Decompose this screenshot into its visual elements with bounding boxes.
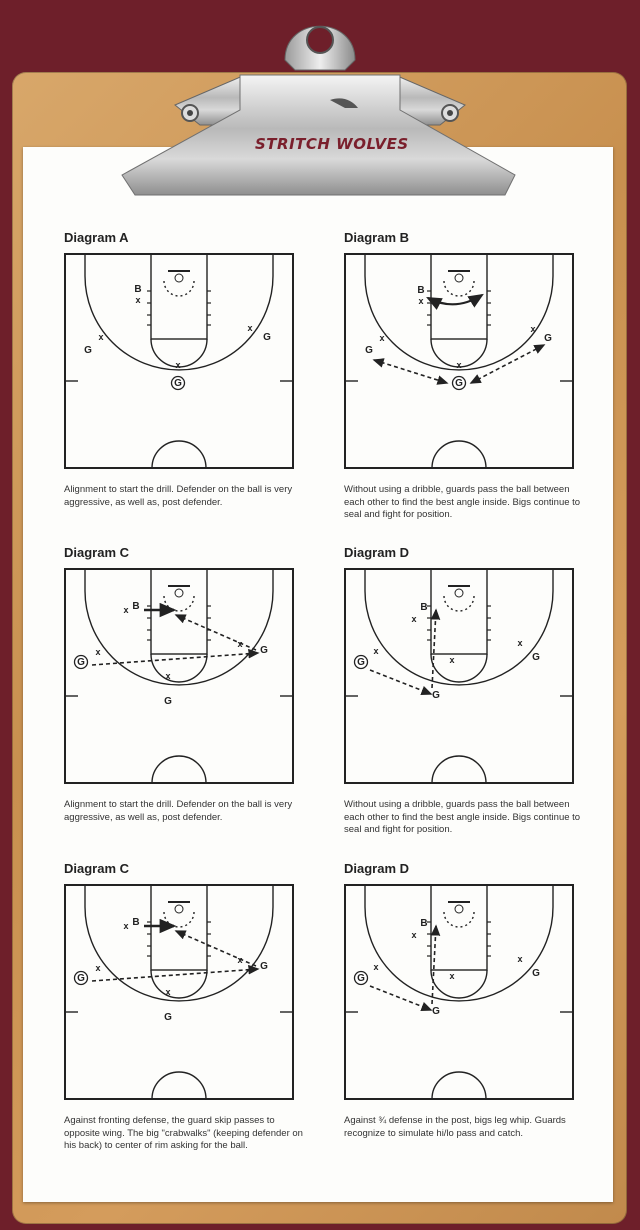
pass-arrow (176, 615, 256, 650)
defender-marker: x (165, 671, 171, 681)
diagram-title: Diagram B (344, 230, 410, 245)
restricted-arc (164, 281, 194, 296)
pass-arrow (432, 926, 436, 1004)
defender-marker: x (95, 963, 101, 973)
guard-marker: G (455, 378, 463, 389)
defender-marker: x (373, 646, 379, 656)
diagram-title: Diagram D (344, 545, 410, 560)
paint-lane (431, 569, 487, 654)
rim (175, 274, 183, 282)
defender-marker: x (456, 360, 462, 370)
guard-marker: G (357, 973, 365, 984)
guard-marker: G (532, 968, 540, 979)
guard-marker: G (174, 378, 182, 389)
defender-marker: x (517, 954, 523, 964)
guard-marker: G (164, 696, 172, 707)
center-circle (152, 441, 206, 468)
defender-marker: x (165, 987, 171, 997)
defender-marker: x (411, 614, 417, 624)
restricted-arc (164, 596, 194, 611)
restricted-arc (444, 281, 474, 296)
defender-marker: x (373, 962, 379, 972)
big-marker: B (132, 601, 140, 612)
guard-marker: G (84, 345, 92, 356)
brand-logo: STRITCH WOLVES (255, 135, 409, 153)
defender-marker: x (237, 639, 243, 649)
three-point-arc (365, 276, 553, 370)
defender-marker: x (98, 332, 104, 342)
defender-marker: x (411, 930, 417, 940)
guard-marker: G (432, 1006, 440, 1017)
guard-marker: G (432, 690, 440, 701)
pass-arrow (176, 931, 256, 966)
pass-arrow (92, 653, 258, 665)
defender-marker: x (418, 296, 424, 306)
center-circle (432, 756, 486, 783)
paint-lane (151, 254, 207, 339)
defender-marker: x (449, 971, 455, 981)
clipboard-clip (0, 0, 640, 200)
big-marker: B (134, 284, 142, 295)
diagram-title: Diagram C (64, 861, 130, 876)
guard-marker: G (260, 645, 268, 656)
defender-marker: x (123, 921, 129, 931)
guard-marker: G (77, 973, 85, 984)
rim (455, 589, 463, 597)
court-diagram (344, 253, 574, 469)
pass-arrow (370, 986, 431, 1010)
defender-marker: x (517, 638, 523, 648)
diagram-caption: Without using a dribble, guards pass the ball between each other to find the best angle inside. Bigs continue to seal and fight for position. (344, 799, 581, 835)
three-point-arc (365, 907, 553, 1001)
center-circle (152, 756, 206, 783)
diagram-title: Diagram A (64, 230, 129, 245)
three-point-arc (365, 591, 553, 685)
defender-marker: x (449, 655, 455, 665)
rim (455, 274, 463, 282)
court-diagram (64, 884, 294, 1100)
court-boundary (345, 885, 573, 1099)
pass-arrow (92, 969, 258, 981)
guard-marker: G (164, 1012, 172, 1023)
paint-lane (431, 885, 487, 970)
defender-marker: x (175, 360, 181, 370)
guard-marker: G (532, 652, 540, 663)
guard-marker: G (544, 333, 552, 344)
court-diagram (64, 568, 294, 784)
guard-marker: G (357, 657, 365, 668)
rim (455, 905, 463, 913)
guard-marker: G (260, 961, 268, 972)
pass-arrow (432, 610, 436, 688)
center-circle (152, 1072, 206, 1099)
rim (175, 905, 183, 913)
defender-marker: x (247, 323, 253, 333)
court-diagram (64, 253, 294, 469)
court-boundary (65, 569, 293, 783)
court-boundary (345, 569, 573, 783)
diagram-caption: Alignment to start the drill. Defender on the ball is very aggressive, as well as, post defender. (64, 799, 293, 823)
big-marker: B (420, 918, 428, 929)
diagram-caption: Without using a dribble, guards pass the ball between each other to find the best angle inside. Bigs continue to seal and fight for position. (344, 484, 581, 520)
diagram-title: Diagram C (64, 545, 130, 560)
paint-lane (151, 569, 207, 654)
defender-marker: x (237, 955, 243, 965)
three-point-arc (85, 276, 273, 370)
guard-marker: G (365, 345, 373, 356)
restricted-arc (164, 912, 194, 927)
pass-arrow (471, 345, 544, 383)
three-point-arc (85, 591, 273, 685)
defender-marker: x (379, 333, 385, 343)
guard-marker: G (77, 657, 85, 668)
guard-marker: G (263, 332, 271, 343)
paint-lane (151, 885, 207, 970)
court-boundary (65, 885, 293, 1099)
defender-marker: x (530, 324, 536, 334)
movement-arrow (428, 295, 482, 304)
center-circle (432, 1072, 486, 1099)
big-marker: B (417, 285, 425, 296)
restricted-arc (444, 596, 474, 611)
diagram-caption: Against fronting defense, the guard skip passes to opposite wing. The big "crabwalks" (keeping defender on his back) to center of rim asking for the ball. (64, 1115, 303, 1151)
restricted-arc (444, 912, 474, 927)
center-circle (432, 441, 486, 468)
defender-marker: x (95, 647, 101, 657)
rim (175, 589, 183, 597)
three-point-arc (85, 907, 273, 1001)
court-diagram (344, 884, 574, 1100)
free-throw-arc (431, 970, 487, 998)
defender-marker: x (135, 295, 141, 305)
defender-marker: x (123, 605, 129, 615)
pass-arrow (374, 360, 447, 383)
diagram-caption: Alignment to start the drill. Defender on the ball is very aggressive, as well as, post defender. (64, 484, 293, 508)
diagram-caption: Against ¾ defense in the post, bigs leg whip. Guards recognize to simulate hi/lo pass and catch. (344, 1115, 566, 1139)
court-diagram (344, 568, 574, 784)
free-throw-arc (431, 654, 487, 682)
diagram-title: Diagram D (344, 861, 410, 876)
pass-arrow (370, 670, 431, 694)
big-marker: B (420, 602, 428, 613)
big-marker: B (132, 917, 140, 928)
